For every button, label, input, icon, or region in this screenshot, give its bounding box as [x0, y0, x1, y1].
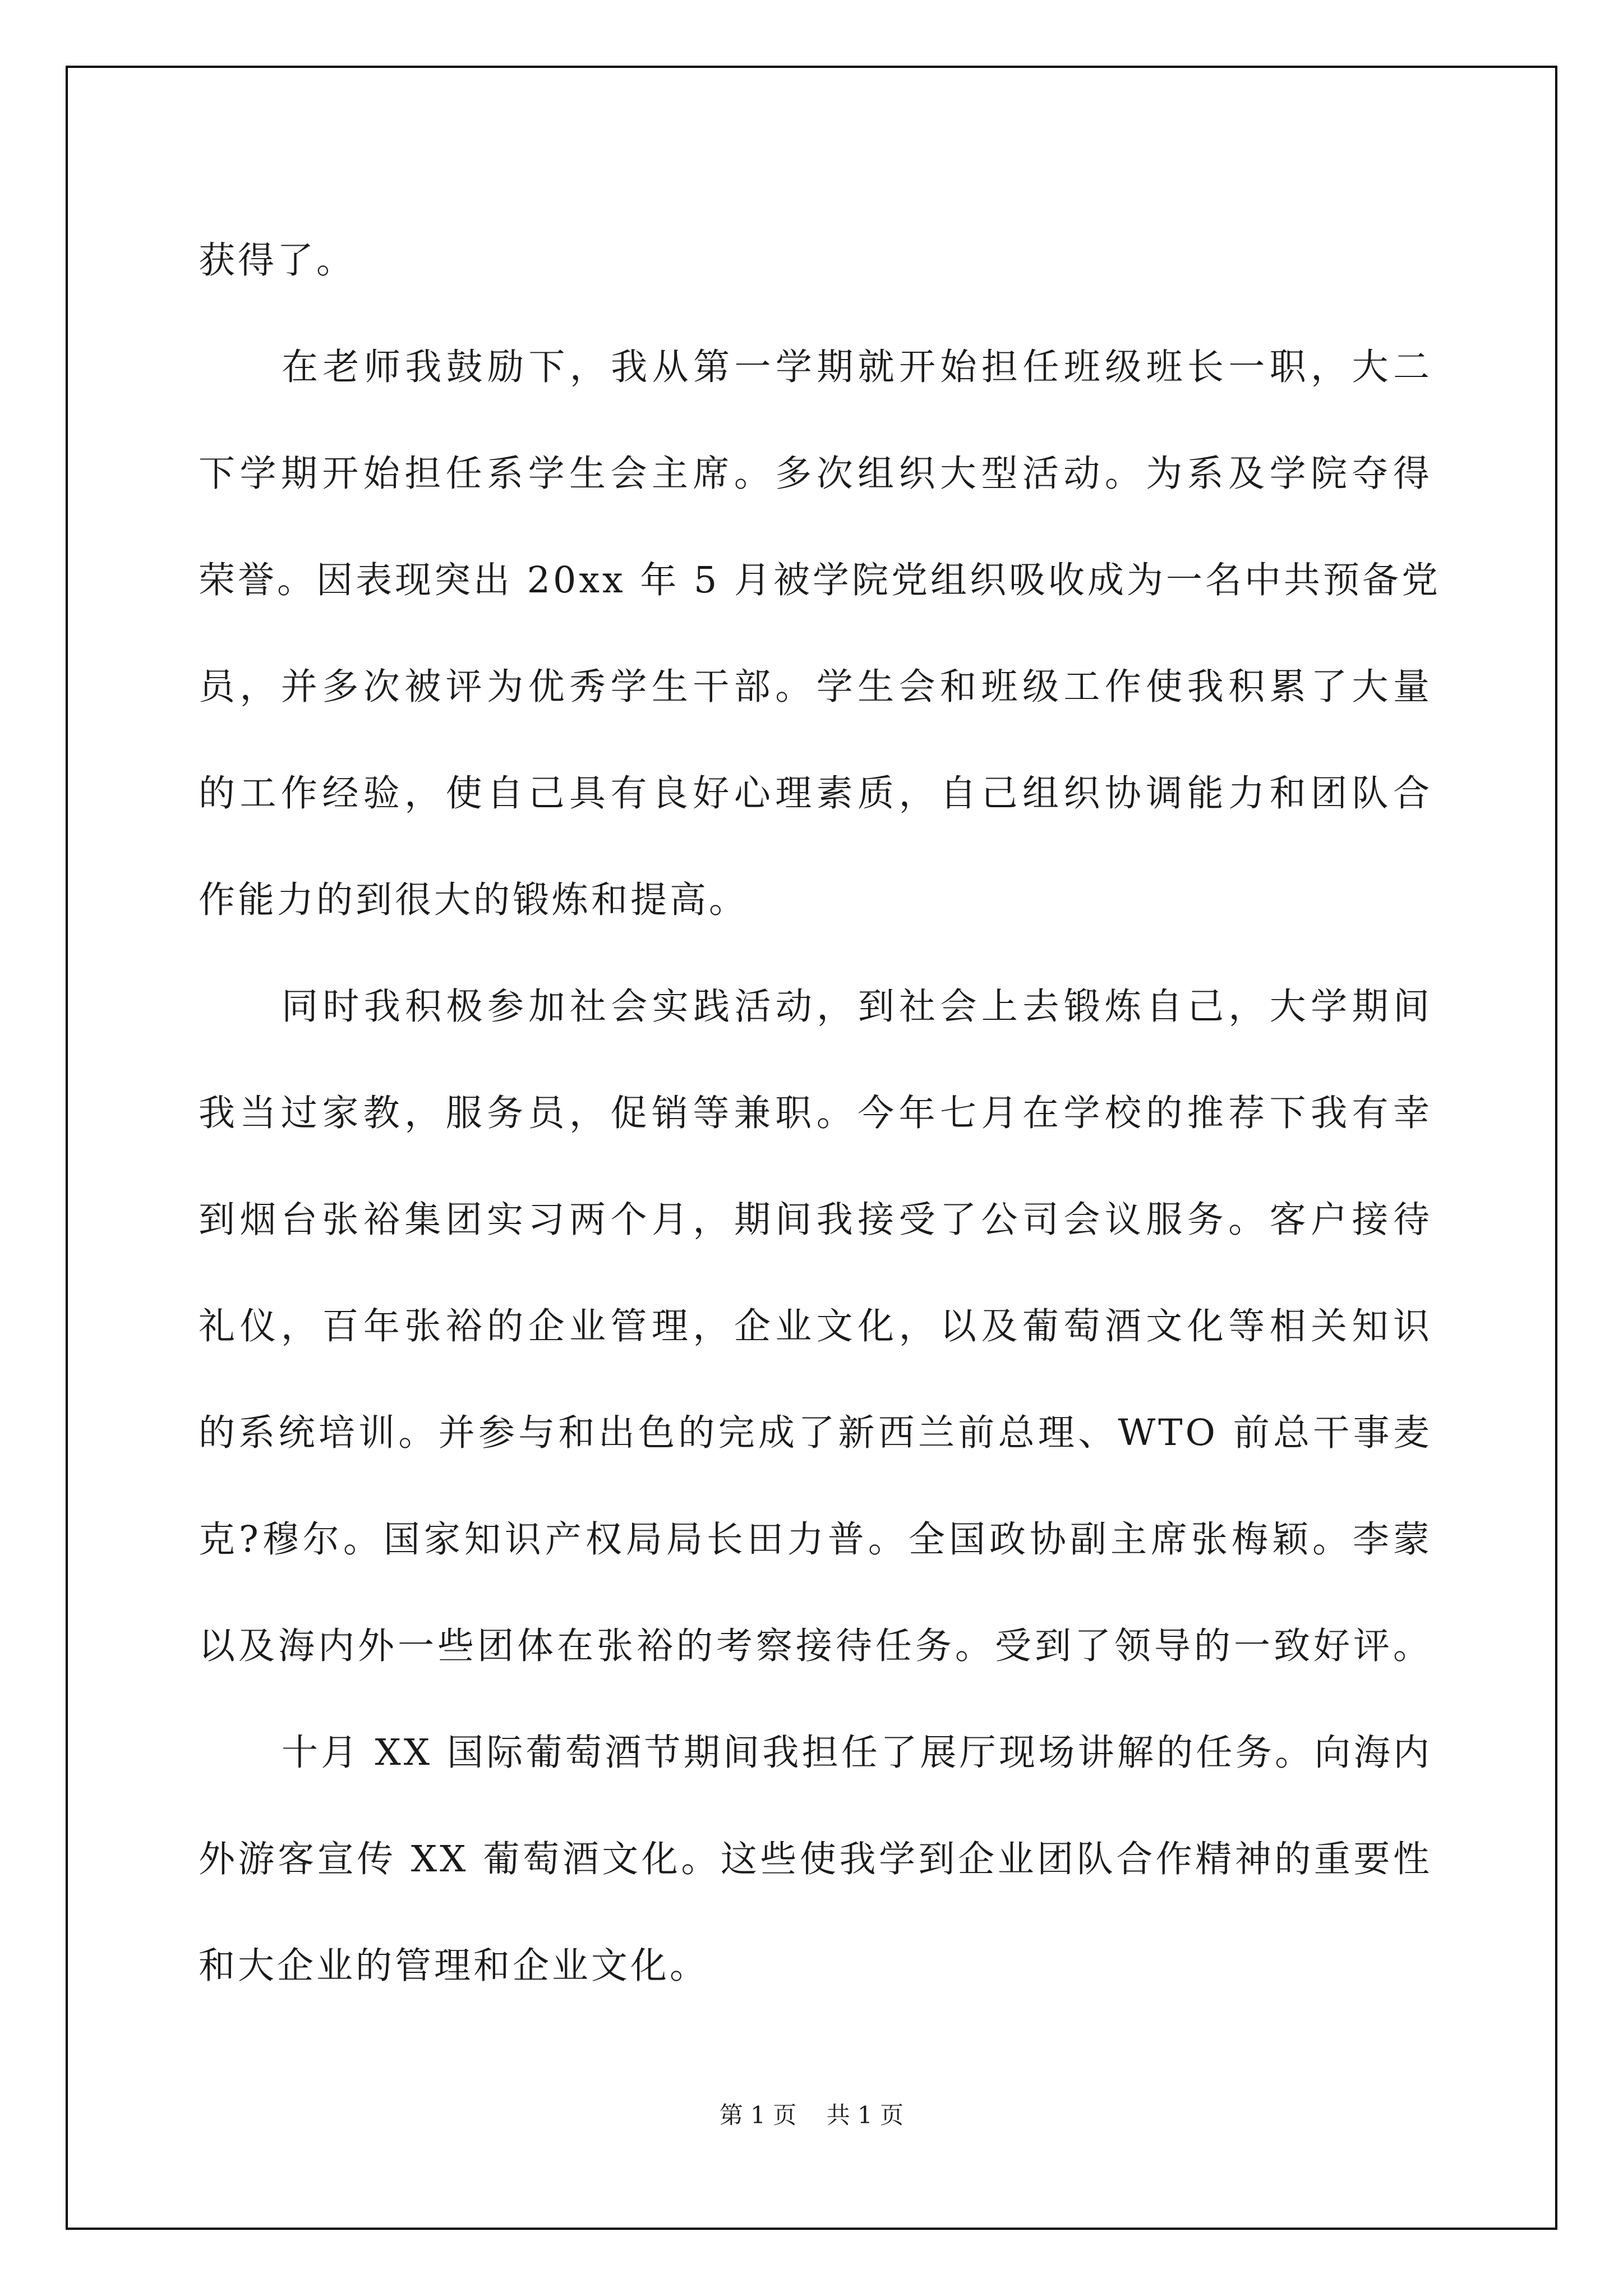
- text-line: 在老师我鼓励下，我从第一学期就开始担任班级班长一职，大二: [282, 346, 1432, 388]
- text-line: 荣誉。因表现突出 20xx 年 5 月被学院党组织吸收成为一名中共预备党: [199, 559, 1441, 601]
- text-line: 同时我积极参加社会实践活动，到社会上去锻炼自己，大学期间: [282, 986, 1432, 1028]
- text-line: 员，并多次被评为优秀学生干部。学生会和班级工作使我积累了大量: [199, 666, 1432, 708]
- text-line: 礼仪，百年张裕的企业管理，企业文化，以及葡萄酒文化等相关知识: [199, 1305, 1432, 1347]
- text-line: 下学期开始担任系学生会主席。多次组织大型活动。为系及学院夺得: [199, 453, 1432, 495]
- text-line: 的工作经验，使自己具有良好心理素质，自己组织协调能力和团队合: [199, 772, 1432, 815]
- text-line: 到烟台张裕集团实习两个月，期间我接受了公司会议服务。客户接待: [199, 1199, 1432, 1241]
- text-line: 作能力的到很大的锻炼和提高。: [199, 879, 749, 921]
- text-line: 十月 XX 国际葡萄酒节期间我担任了展厅现场讲解的任务。向海内: [282, 1732, 1432, 1774]
- text-line: 我当过家教，服务员，促销等兼职。今年七月在学校的推荐下我有幸: [199, 1092, 1432, 1134]
- text-line: 和大企业的管理和企业文化。: [199, 1945, 709, 1987]
- text-line: 的系统培训。并参与和出色的完成了新西兰前总理、WTO 前总干事麦: [199, 1412, 1432, 1454]
- document-body: [199, 208, 1441, 2019]
- page-number-footer: 第 1 页 共 1 页: [719, 2101, 904, 2129]
- text-line: 克?穆尔。国家知识产权局局长田力普。全国政协副主席张梅颖。李蒙: [199, 1519, 1432, 1561]
- text-line: 获得了。: [199, 240, 356, 282]
- text-line: 以及海内外一些团体在张裕的考察接待任务。受到了领导的一致好评。: [199, 1625, 1432, 1667]
- text-line: 外游客宣传 XX 葡萄酒文化。这些使我学到企业团队合作精神的重要性: [199, 1838, 1432, 1880]
